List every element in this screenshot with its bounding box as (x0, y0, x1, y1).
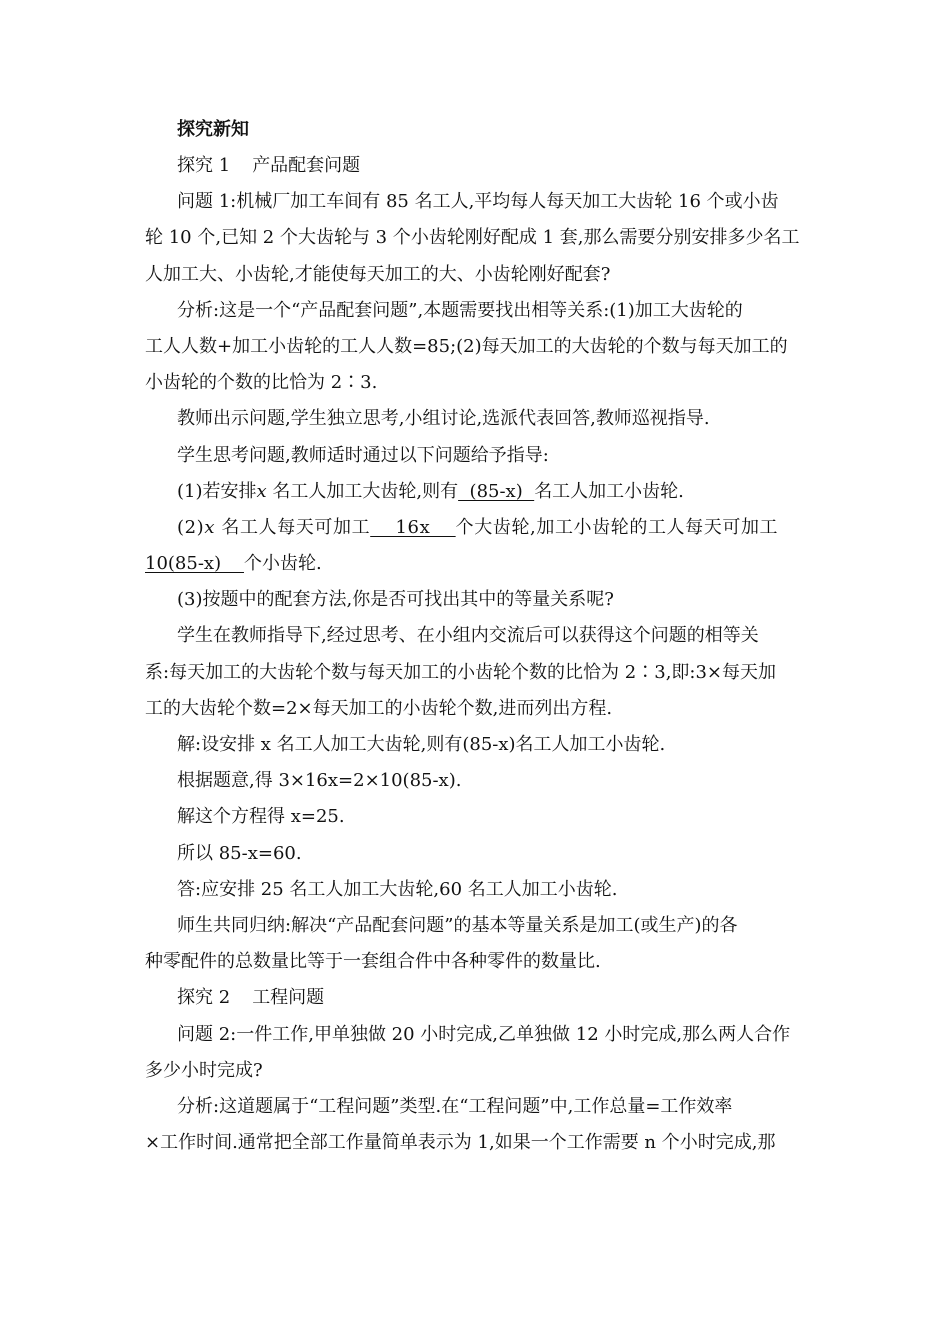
exploration-1-title: 探究 1 产品配套问题 (177, 155, 361, 176)
guiding-question-3: (3)按题中的配套方法,你是否可找出其中的等量关系呢? (177, 589, 614, 611)
analysis-2: 分析:这道题属于“工程问题”类型.在“工程问题”中,工作总量=工作效率 ×工作时间.通常把全部工作量简单表示为 1,如果一个工作需要 n 个小时完成,那 (145, 1095, 776, 1154)
solution: 解:设安排 x 名工人加工大齿轮,则有(85-x)名工人加工小齿轮. 根据题意,得 3×16x=2×10(85-x). 解这个方程得 x=25. 所以 85-x=60. 答:应安排 25 名工人加工大齿轮,60 名工人加工小齿轮. (177, 734, 666, 900)
problem-1: 问题 1:机械厂加工车间有 85 名工人,平均每人每天加工大齿轮 16 个或小齿 轮 10 个,已知 2 个大齿轮与 3 个小齿轮刚好配成 1 套,那么需要分别安排多少名工 人加工大、小齿轮,才能使每天加工的大、小齿轮刚好配套? (145, 191, 800, 285)
guiding-question-2: (2)x 名工人每天可加工 16x 个大齿轮,加工小齿轮的工人每天可加工 10(85-x) 个小齿轮. (145, 516, 779, 575)
answer-blank: (85-x) (458, 480, 535, 502)
teacher-instruction: 教师出示问题,学生独立思考,小组讨论,选派代表回答,教师巡视指导. (177, 408, 710, 430)
analysis-1: 分析:这是一个“产品配套问题”,本题需要找出相等关系:(1)加工大齿轮的 工人人数+加工小齿轮的工人人数=85;(2)每天加工的大齿轮的个数与每天加工的 小齿轮的个数的比恰为 2∶3. (145, 299, 788, 394)
guiding-question-1: (1)若安排x 名工人加工大齿轮,则有 (85-x) 名工人加工小齿轮. (177, 480, 684, 502)
answer-blank: 16x (370, 516, 456, 538)
teacher-guidance: 学生思考问题,教师适时通过以下问题给予指导: (177, 444, 549, 466)
problem-2: 问题 2:一件工作,甲单独做 20 小时完成,乙单独做 12 小时完成,那么两人合作 多少小时完成? (145, 1023, 791, 1081)
student-discussion: 学生在教师指导下,经过思考、在小组内交流后可以获得这个问题的相等关 系:每天加工的大齿轮个数与每天加工的小齿轮个数的比恰为 2∶3,即:3×每天加 工的大齿轮个数=2×每天加工的小齿轮个数,进而列出方程. (145, 625, 777, 719)
exploration-2-title: 探究 2 工程问题 (177, 987, 325, 1009)
document-page (145, 112, 807, 1161)
summary: 师生共同归纳:解决“产品配套问题”的基本等量关系是加工(或生产)的各 种零配件的总数量比等于一套组合件中各种零件的数量比. (145, 914, 738, 973)
answer-blank: 10(85-x) (145, 553, 244, 575)
section-heading: 探究新知 (177, 119, 249, 140)
